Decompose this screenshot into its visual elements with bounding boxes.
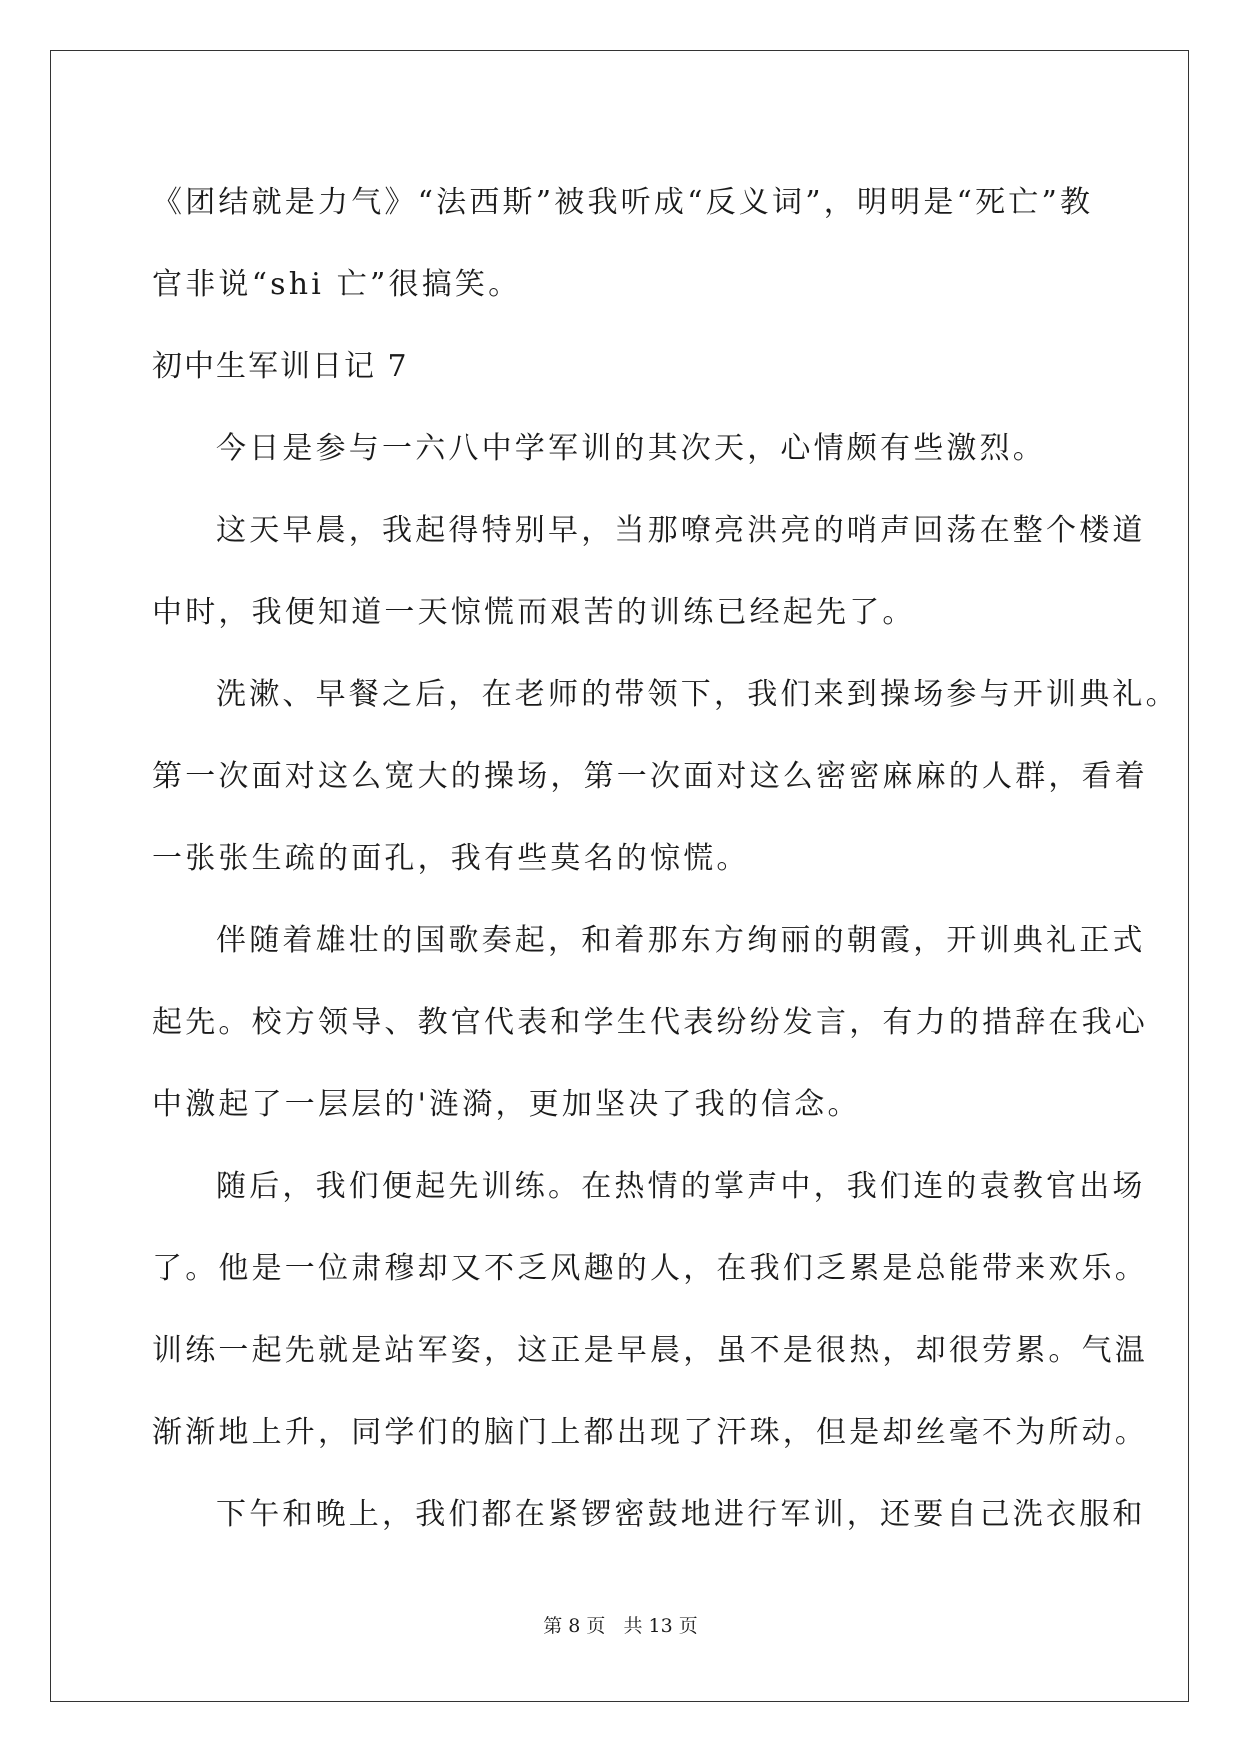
text-line-9: 一张张生疏的面孔，我有些莫名的惊慌。 (152, 841, 750, 876)
text-line-7: 洗漱、早餐之后，在老师的带领下，我们来到操场参与开训典礼。 (216, 677, 1179, 712)
text-line-5: 这天早晨，我起得特别早，当那嘹亮洪亮的哨声回荡在整个楼道 (216, 513, 1146, 548)
text-line-17: 下午和晚上，我们都在紧锣密鼓地进行军训，还要自己洗衣服和 (216, 1497, 1146, 1532)
text-line-2: 官非说“shi 亡”很搞笑。 (152, 267, 522, 302)
text-line-6: 中时，我便知道一天惊慌而艰苦的训练已经起先了。 (152, 595, 916, 630)
text-line-12: 中激起了一层层的'涟漪，更加坚决了我的信念。 (152, 1087, 861, 1122)
page-total: 共 13 页 (623, 1615, 698, 1637)
page-number: 第 8 页 (543, 1615, 606, 1637)
text-line-15: 训练一起先就是站军姿，这正是早晨，虽不是很热，却很劳累。气温 (152, 1333, 1148, 1368)
text-line-8: 第一次面对这么宽大的操场，第一次面对这么密密麻麻的人群，看着 (152, 759, 1148, 794)
text-line-13: 随后，我们便起先训练。在热情的掌声中，我们连的袁教官出场 (216, 1169, 1146, 1204)
text-line-1: 《团结就是力气》“法西斯”被我听成“反义词”，明明是“死亡”教 (152, 185, 1094, 220)
text-line-4: 今日是参与一六八中学军训的其次天，心情颇有些激烈。 (216, 431, 1046, 466)
text-line-10: 伴随着雄壮的国歌奏起，和着那东方绚丽的朝霞，开训典礼正式 (216, 923, 1146, 958)
text-line-11: 起先。校方领导、教官代表和学生代表纷纷发言，有力的措辞在我心 (152, 1005, 1148, 1040)
page-footer (0, 1614, 1241, 1638)
text-line-16: 渐渐地上升，同学们的脑门上都出现了汗珠，但是却丝毫不为所动。 (152, 1415, 1148, 1450)
section-heading: 初中生军训日记 7 (152, 349, 409, 384)
document-body (152, 162, 1179, 1556)
text-line-14: 了。他是一位肃穆却又不乏风趣的人，在我们乏累是总能带来欢乐。 (152, 1251, 1148, 1286)
